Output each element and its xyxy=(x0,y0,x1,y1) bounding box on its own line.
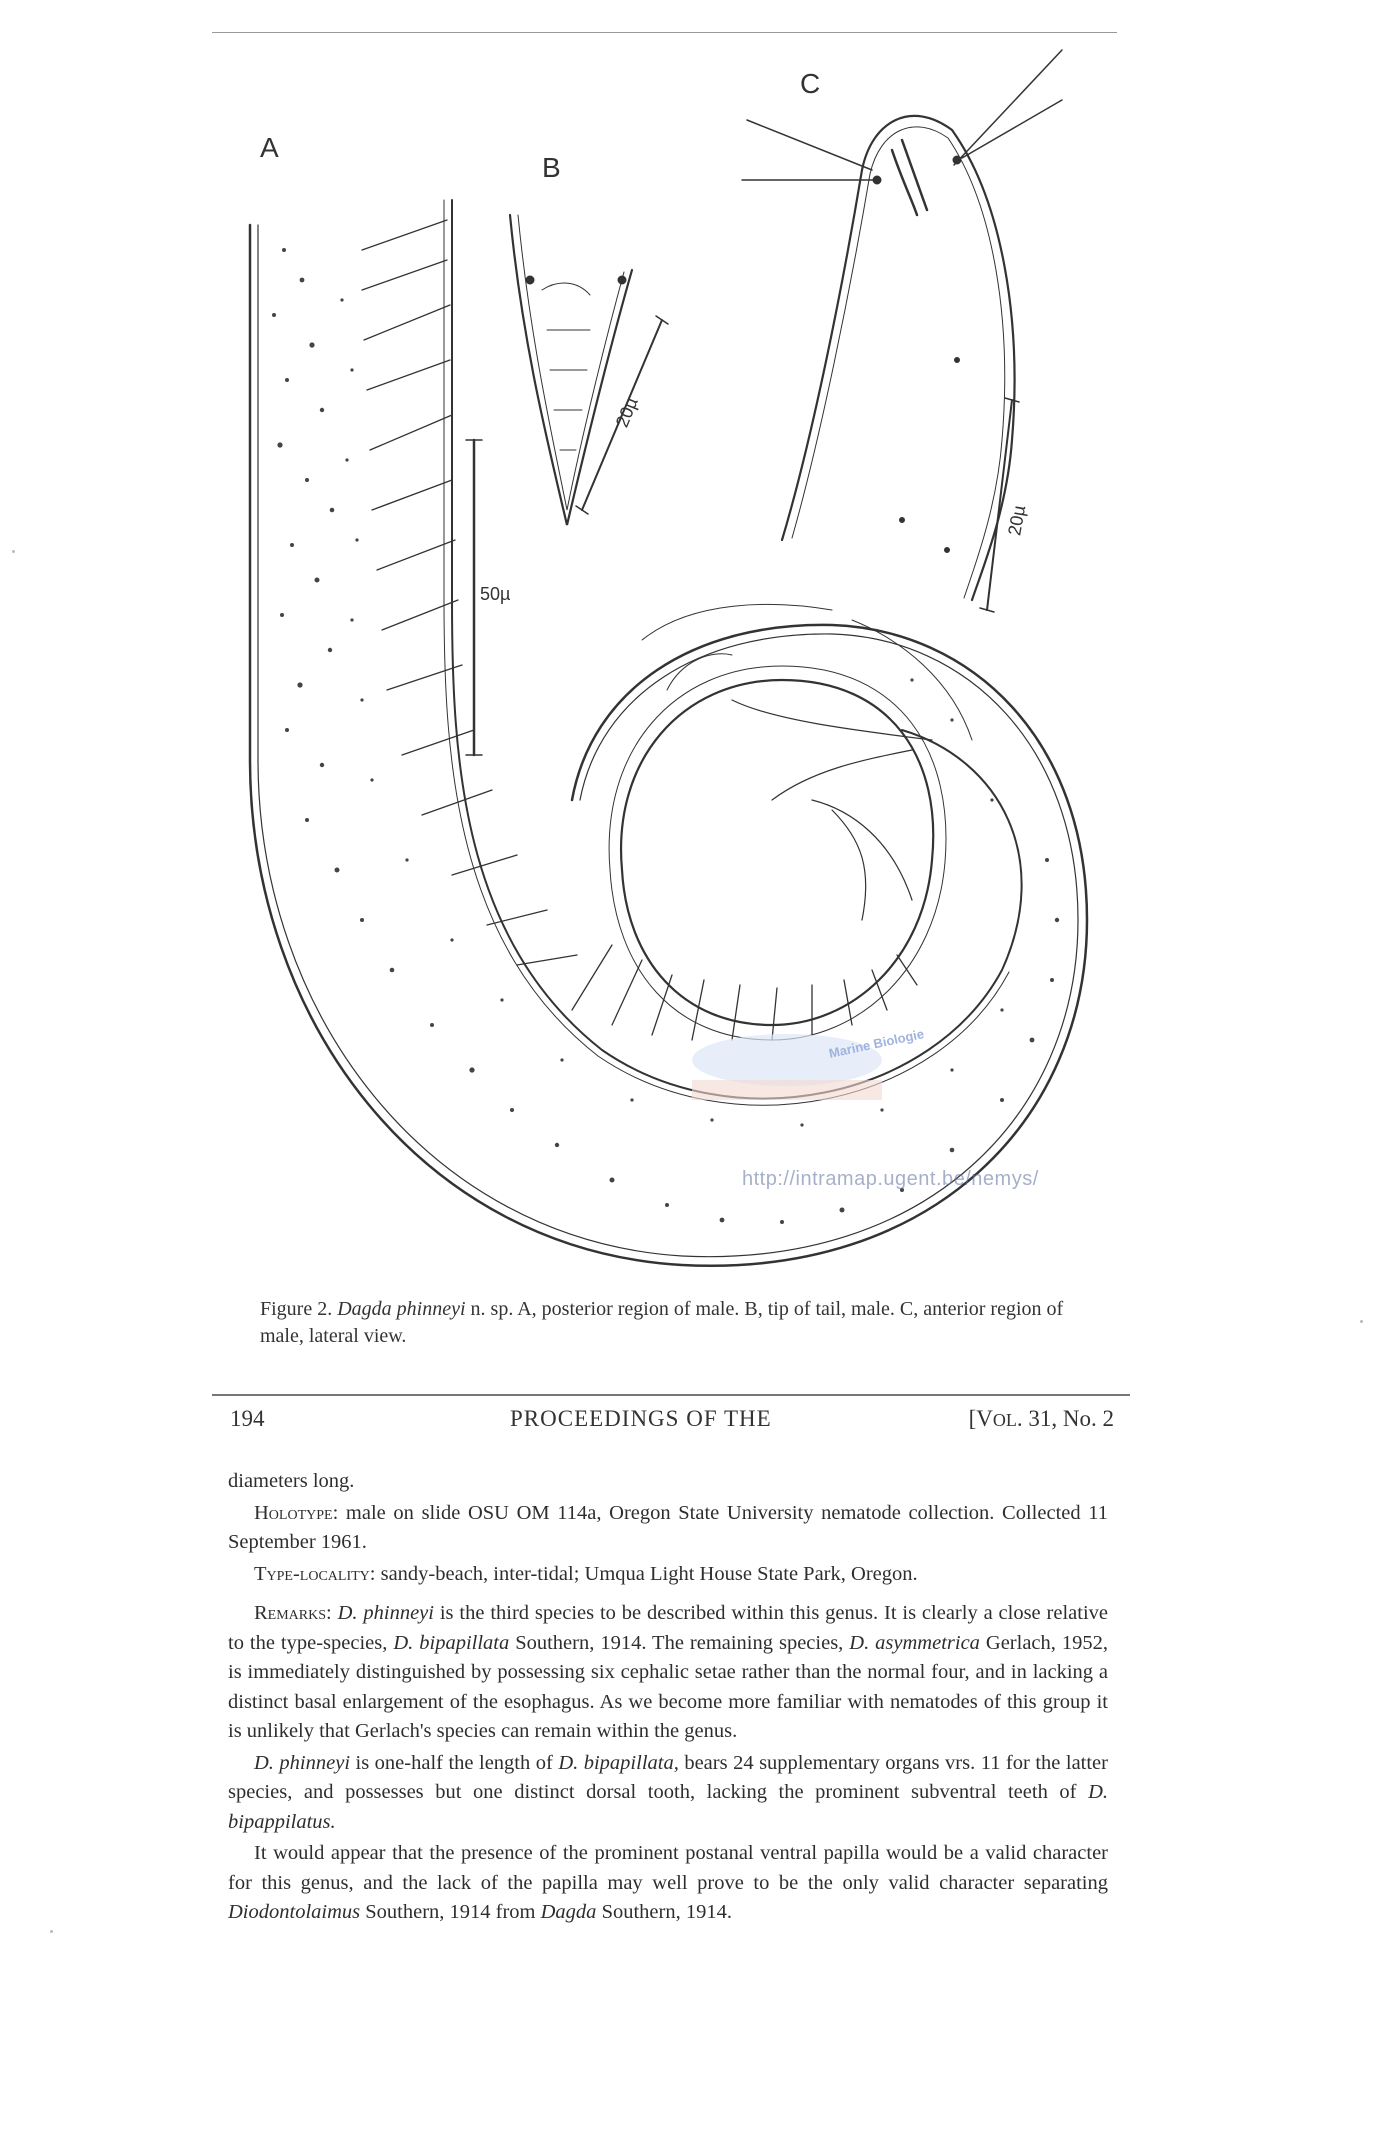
paragraph-continuation: diameters long. xyxy=(228,1470,355,1492)
caption-lead: Figure 2. xyxy=(260,1298,338,1320)
journal-title: PROCEEDINGS OF THE xyxy=(510,1406,772,1431)
paper-speck xyxy=(12,550,15,553)
running-head xyxy=(230,1406,1120,1440)
figure-caption xyxy=(260,1296,1110,1350)
figure-2 xyxy=(212,40,1117,1280)
top-rule xyxy=(212,32,1117,33)
label-b: B xyxy=(542,152,561,183)
type-locality-label: Type-locality: xyxy=(254,1562,376,1585)
label-c: C xyxy=(800,68,821,99)
drawing-b xyxy=(510,215,668,525)
caption-species: Dagda phinneyi xyxy=(337,1298,466,1320)
paper-speck xyxy=(50,1930,53,1933)
paragraph-remarks: Remarks: D. phinneyi is the third species to be described within this genus. It is clearly a close relative to the type-species, D. bipapillata Southern, 1914. The remaining species, D. asymmetrica Gerlach, 1952, is immediately distinguished by possessing six cephalic setae rather than the normal four, and in lacking a distinct basal enlargement of the esophagus. As we become more familiar with nematodes of this group it is unlikely that Gerlach's species can remain within the genus. xyxy=(228,1602,1108,1742)
scale-label-c: 20µ xyxy=(1004,503,1030,538)
paragraph-holotype: Holotype: male on slide OSU OM 114a, Oregon State University nematode collection. Collected 11 September 1961. xyxy=(228,1501,1108,1553)
watermark-name: Marine Biologie xyxy=(827,1026,926,1061)
holotype-label: Holotype: xyxy=(254,1501,339,1524)
paper-speck xyxy=(1360,1320,1363,1323)
paragraph-type-locality: Type-locality: sandy-beach, inter-tidal; Umqua Light House State Park, Oregon. xyxy=(254,1562,918,1585)
remarks-label: Remarks: xyxy=(254,1602,332,1624)
caption-rest: n. sp. A, posterior region of male. B, tip of tail, male. C, anterior region of male, lateral view. xyxy=(260,1298,1064,1347)
volume-info: [VOL. 31, No. 2 xyxy=(968,1406,1114,1431)
body-text xyxy=(228,1467,1108,1930)
label-a: A xyxy=(260,132,279,163)
paragraph-conclusion: It would appear that the presence of the prominent postanal ventral papilla would be a valid character for this genus, and the lack of the papilla may well prove to be the only valid character separating Diodontolaimus Southern, 1914 from Dagda Southern, 1914. xyxy=(228,1842,1108,1923)
scale-label-a: 50µ xyxy=(480,584,511,604)
nematode-drawing xyxy=(212,40,1117,1280)
scale-label-b: 20µ xyxy=(611,394,642,431)
header-rule xyxy=(212,1394,1130,1396)
watermark-url: http://intramap.ugent.be/nemys/ xyxy=(742,1168,1039,1190)
page-number: 194 xyxy=(230,1406,265,1431)
paragraph-comparison: D. phinneyi is one-half the length of D. bipapillata, bears 24 supplementary organs vrs. 11 for the latter species, and possesses but one distinct dorsal tooth, lacking the prominent subventral teeth of D. bipappilatus. xyxy=(228,1751,1108,1833)
drawing-a xyxy=(250,200,1087,1266)
